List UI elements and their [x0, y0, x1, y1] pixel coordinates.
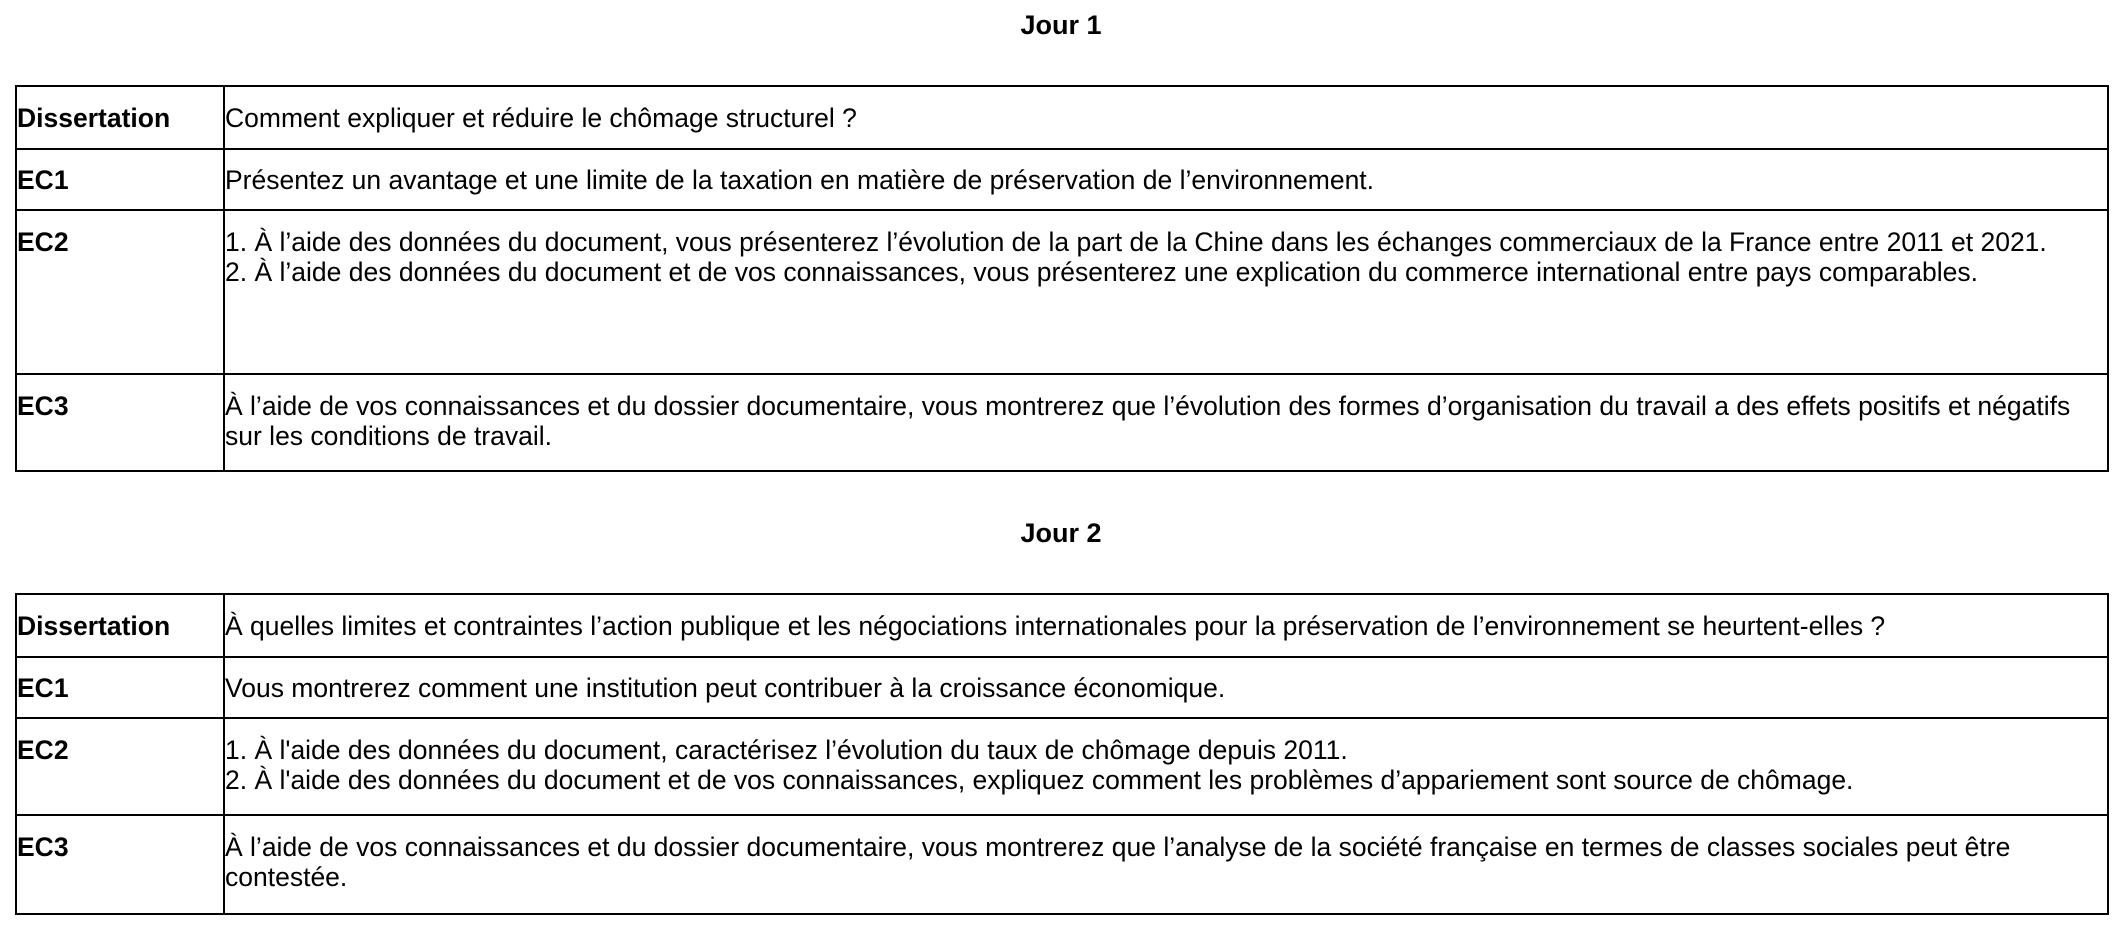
row-text: Vous montrerez comment une institution peut contribuer à la croissance économique. — [224, 657, 2108, 718]
row-label: Dissertation — [16, 594, 224, 657]
row-label: Dissertation — [16, 86, 224, 149]
table-row — [16, 210, 2108, 374]
day1-table — [15, 85, 2109, 472]
row-label: EC1 — [16, 657, 224, 718]
row-text: Présentez un avantage et une limite de la taxation en matière de préservation de l’environnement. — [224, 149, 2108, 210]
row-label: EC3 — [16, 374, 224, 471]
table-row — [16, 657, 2108, 718]
day2-title: Jour 2 — [1020, 518, 1102, 548]
table-row — [16, 594, 2108, 657]
row-label: EC1 — [16, 149, 224, 210]
row-text: À quelles limites et contraintes l’action publique et les négociations internationales pour la préservation de l’environnement se heurtent-elles ? — [224, 594, 2108, 657]
row-label: EC2 — [16, 210, 224, 374]
row-text: 1. À l'aide des données du document, caractérisez l’évolution du taux de chômage depuis 2011. 2. À l'aide des données du document et de vos connaissances, expliquez comment les problèmes d’appariement sont source de chômage. — [224, 718, 2108, 815]
row-label: EC2 — [16, 718, 224, 815]
row-text: À l’aide de vos connaissances et du dossier documentaire, vous montrerez que l’analyse de la société française en termes de classes sociales peut être contestée. — [224, 815, 2108, 914]
table-row — [16, 86, 2108, 149]
table-row — [16, 374, 2108, 471]
day1-title: Jour 1 — [1020, 10, 1102, 40]
row-text: Comment expliquer et réduire le chômage structurel ? — [224, 86, 2108, 149]
table-row — [16, 815, 2108, 914]
row-label: EC3 — [16, 815, 224, 914]
day2-table — [15, 593, 2109, 915]
table-row — [16, 718, 2108, 815]
row-text: 1. À l’aide des données du document, vous présenterez l’évolution de la part de la Chine dans les échanges commerciaux de la France entre 2011 et 2021. 2. À l’aide des données du document et de vos connaissances, vous présenterez une explication du commerce international entre pays comparables. — [224, 210, 2108, 374]
table-row — [16, 149, 2108, 210]
row-text: À l’aide de vos connaissances et du dossier documentaire, vous montrerez que l’évolution des formes d’organisation du travail a des effets positifs et négatifs sur les conditions de travail. — [224, 374, 2108, 471]
